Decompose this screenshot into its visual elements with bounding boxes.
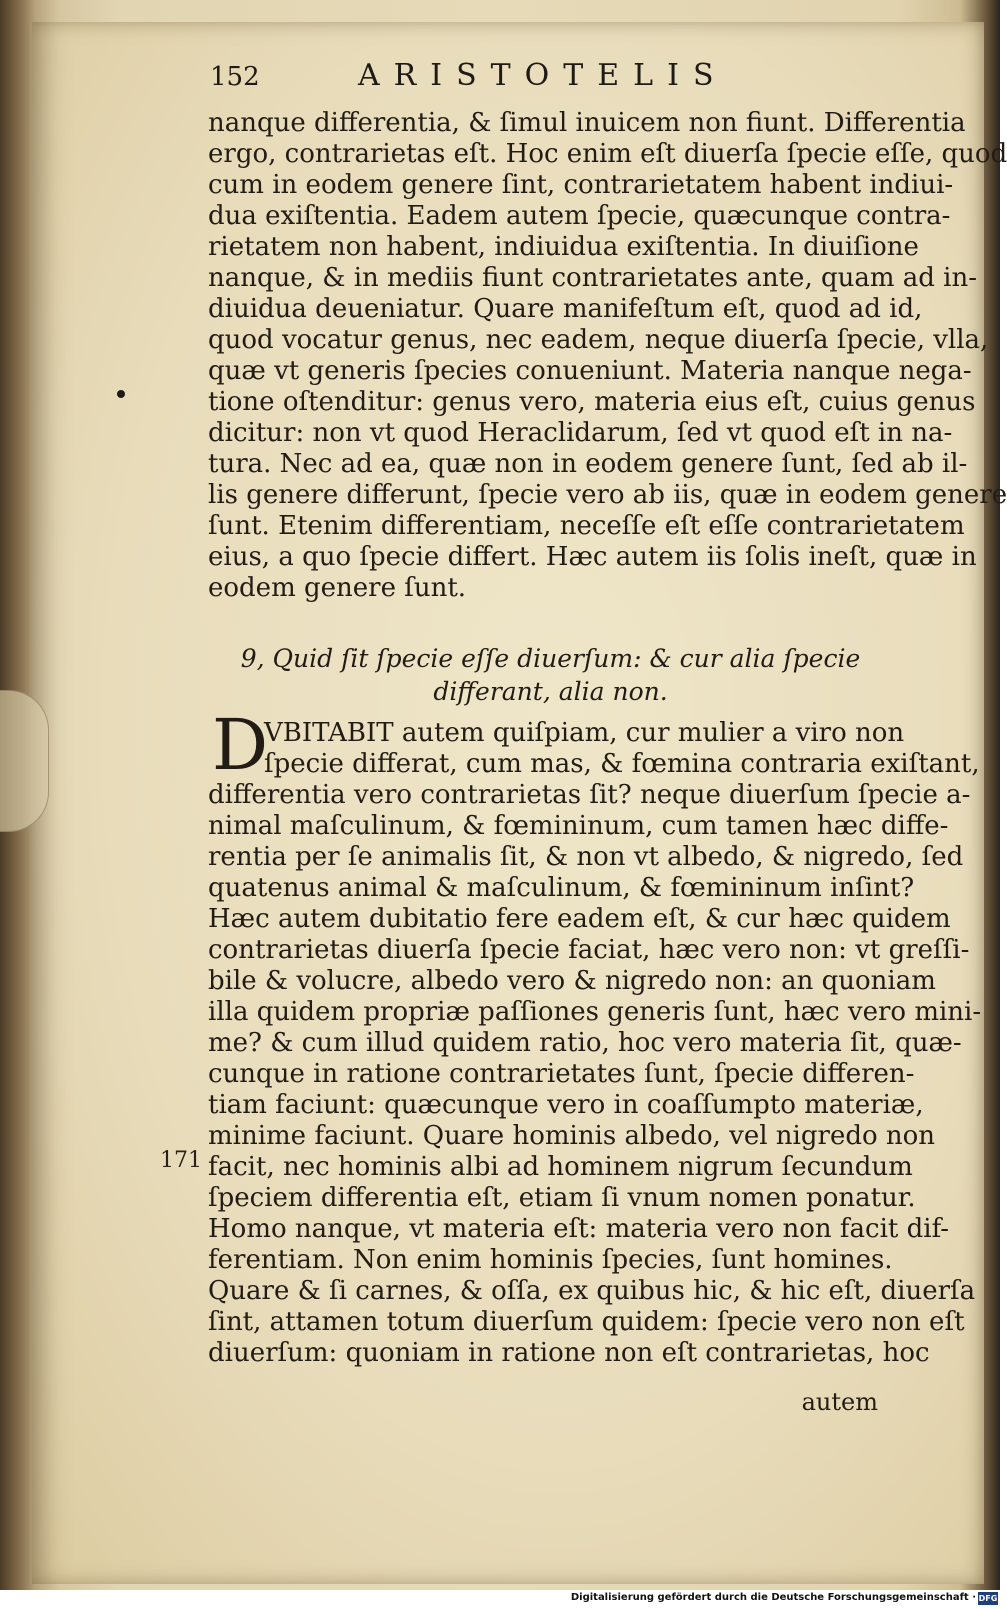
text-line: Homo nanque, vt materia eſt: materia vero non facit dif- xyxy=(208,1214,950,1244)
text-line: quæ vt generis ſpecies conueniunt. Materia nanque nega- xyxy=(208,356,972,386)
catchword: autem xyxy=(801,1388,878,1416)
text-line: differentia vero contrarietas ſit? neque diuerſum ſpecie a- xyxy=(208,780,971,810)
text-line: tura. Nec ad ea, quæ non in eodem genere ſunt, ſed ab il- xyxy=(208,449,968,479)
text-line: diuidua deueniatur. Quare manifeſtum eſt, quod ad id, xyxy=(208,294,923,324)
text-line: VBITABIT autem quiſpiam, cur mulier a viro non xyxy=(264,718,905,748)
footer-bar xyxy=(0,1590,1000,1609)
dfg-logo-icon: DFG xyxy=(978,1594,998,1603)
text-line: ergo, contrarietas eſt. Hoc enim eſt diuerſa ſpecie eſſe, quod xyxy=(208,139,1007,169)
text-line: quatenus animal & maſculinum, & fœmininum inſint? xyxy=(208,873,915,903)
text-line: diuerſum: quoniam in ratione non eſt contrarietas, hoc xyxy=(208,1338,930,1368)
margin-number: 171 xyxy=(160,1148,202,1173)
page-header xyxy=(210,58,910,98)
text-line: dicitur: non vt quod Heraclidarum, ſed vt quod eſt in na- xyxy=(208,418,953,448)
page-number: 152 xyxy=(210,62,260,92)
text-line: eius, a quo ſpecie differt. Hæc autem iis ſolis ineſt, quæ in xyxy=(208,542,977,572)
margin-mark xyxy=(117,390,125,398)
text-line: ſpecie differat, cum mas, & fœmina contraria exiſtant, xyxy=(264,749,980,779)
heading-line-2: differant, alia non. xyxy=(433,677,668,706)
text-line: eodem genere ſunt. xyxy=(208,573,467,603)
footer-credit: Digitalisierung gefördert durch die Deutsche Forschungsgemeinschaft · xyxy=(570,1592,976,1603)
text-line: tione oſtenditur: genus vero, materia eius eſt, cuius genus xyxy=(208,387,976,417)
text-line: dua exiſtentia. Eadem autem ſpecie, quæcunque contra- xyxy=(208,201,951,231)
text-line: lis genere differunt, ſpecie vero ab iis, quæ in eodem genere xyxy=(208,480,1007,510)
text-line: facit, nec hominis albi ad hominem nigrum ſecundum xyxy=(208,1152,913,1182)
text-line: ſpeciem differentia eſt, etiam ſi vnum nomen ponatur. xyxy=(208,1183,916,1213)
text-line: rietatem non habent, indiuidua exiſtentia. In diuiſione xyxy=(208,232,919,262)
text-line: minime faciunt. Quare hominis albedo, vel nigredo non xyxy=(208,1121,936,1151)
text-line: cum in eodem genere ſint, contrarietatem habent indiui- xyxy=(208,170,954,200)
running-title: ARISTOTELIS xyxy=(358,58,728,93)
text-line: nanque differentia, & ſimul inuicem non fiunt. Differentia xyxy=(208,108,966,138)
text-line: ſunt. Etenim differentiam, neceſſe eſt eſſe contrarietatem xyxy=(208,511,965,541)
text-line: contrarietas diuerſa ſpecie faciat, hæc vero non: vt greſſi- xyxy=(208,935,970,965)
text-line: Hæc autem dubitatio fere eadem eſt, & cur hæc quidem xyxy=(208,904,951,934)
text-line: Quare & ſi carnes, & oſſa, ex quibus hic, & hic eſt, diuerſa xyxy=(208,1276,976,1306)
text-line: cunque in ratione contrarietates ſunt, ſpecie differen- xyxy=(208,1059,915,1089)
text-line: nanque, & in mediis fiunt contrarietates ante, quam ad in- xyxy=(208,263,978,293)
page-edge-clip xyxy=(0,690,49,832)
text-line: illa quidem propriæ paſſiones generis ſunt, hæc vero mini- xyxy=(208,997,982,1027)
heading-line-1: 9, Quid ſit ſpecie eſſe diuerſum: & cur alia ſpecie xyxy=(240,644,861,673)
section-heading xyxy=(208,642,893,708)
text-block-1 xyxy=(208,108,1007,604)
text-line: me? & cum illud quidem ratio, hoc vero materia ſit, quæ- xyxy=(208,1028,962,1058)
text-line: bile & volucre, albedo vero & nigredo non: an quoniam xyxy=(208,966,936,996)
text-block-2 xyxy=(208,718,982,1369)
text-line: quod vocatur genus, nec eadem, neque diuerſa ſpecie, vlla, xyxy=(208,325,989,355)
text-line: ſint, attamen totum diuerſum quidem: ſpecie vero non eſt xyxy=(208,1307,965,1337)
text-line: nimal maſculinum, & fœmininum, cum tamen hæc diffe- xyxy=(208,811,949,841)
text-line: ferentiam. Non enim hominis ſpecies, ſunt homines. xyxy=(208,1245,893,1275)
text-line: rentia per ſe animalis ſit, & non vt albedo, & nigredo, ſed xyxy=(208,842,964,872)
drop-capital: D xyxy=(212,704,269,786)
text-line: tiam faciunt: quæcunque vero in coaſſumpto materiæ, xyxy=(208,1090,924,1120)
